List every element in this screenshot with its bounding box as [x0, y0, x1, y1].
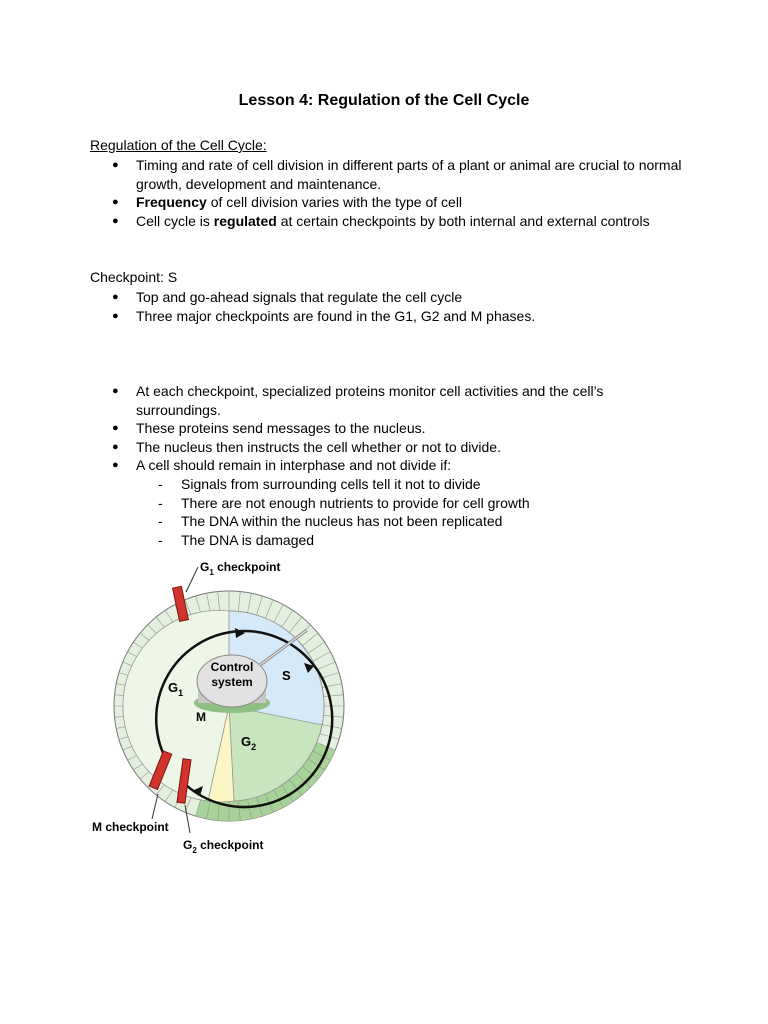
section-heading-regulation: Regulation of the Cell Cycle: [90, 137, 267, 153]
list-item: ● These proteins send messages to the nucleus. [90, 419, 690, 438]
m-phase-label: M [196, 710, 206, 724]
g2-checkpoint-label: $G_2$ checkpoint [183, 838, 264, 855]
g1-checkpoint-label: $G_1$ checkpoint [200, 560, 281, 577]
cell-cycle-svg [90, 553, 368, 860]
list-item: ● Top and go-ahead signals that regulate the cell cycle [90, 288, 690, 307]
checkpoint-details-list [90, 382, 690, 549]
control-system-label-2: system [211, 675, 253, 689]
m-checkpoint-label: M checkpoint [92, 820, 169, 834]
g1-phase-label: $G_1$ [168, 680, 184, 698]
control-system-label-1: Control [210, 660, 254, 674]
sub-list-item: - Signals from surrounding cells tell it not to divide [136, 475, 690, 494]
sub-list-item: - There are not enough nutrients to provide for cell growth [136, 494, 690, 513]
list-item: ● Frequency of cell division varies with the type of cell [90, 193, 690, 212]
list-item: ● The nucleus then instructs the cell whether or not to divide. [90, 438, 690, 457]
regulation-list [90, 156, 690, 230]
list-item: ● At each checkpoint, specialized proteins monitor cell activities and the cell’s surroundings. [90, 382, 690, 419]
checkpoint-list [90, 288, 690, 325]
interphase-conditions-list [136, 475, 690, 549]
s-phase-label: S [282, 668, 291, 683]
sub-list-item: - The DNA is damaged [136, 531, 690, 550]
section-heading-checkpoint: Checkpoint: S [90, 269, 178, 285]
g2-phase-label: $G_2$ [241, 734, 257, 752]
cell-cycle-diagram [90, 553, 368, 860]
sub-list-item: - The DNA within the nucleus has not been replicated [136, 512, 690, 531]
page-title: Lesson 4: Regulation of the Cell Cycle [238, 92, 530, 109]
list-item: ● A cell should remain in interphase and not divide if: - Signals from surrounding cells tell it not to divide - There are not enough nutrients to provide for cell growth - The DNA within the nucleus has not been replicated - The DNA is damaged [90, 456, 690, 549]
list-item: ● Cell cycle is regulated at certain checkpoints by both internal and external controls [90, 212, 690, 231]
list-item: ● Three major checkpoints are found in the G1, G2 and M phases. [90, 307, 690, 326]
list-item: ● Timing and rate of cell division in different parts of a plant or animal are crucial to normal growth, development and maintenance. [90, 156, 690, 193]
